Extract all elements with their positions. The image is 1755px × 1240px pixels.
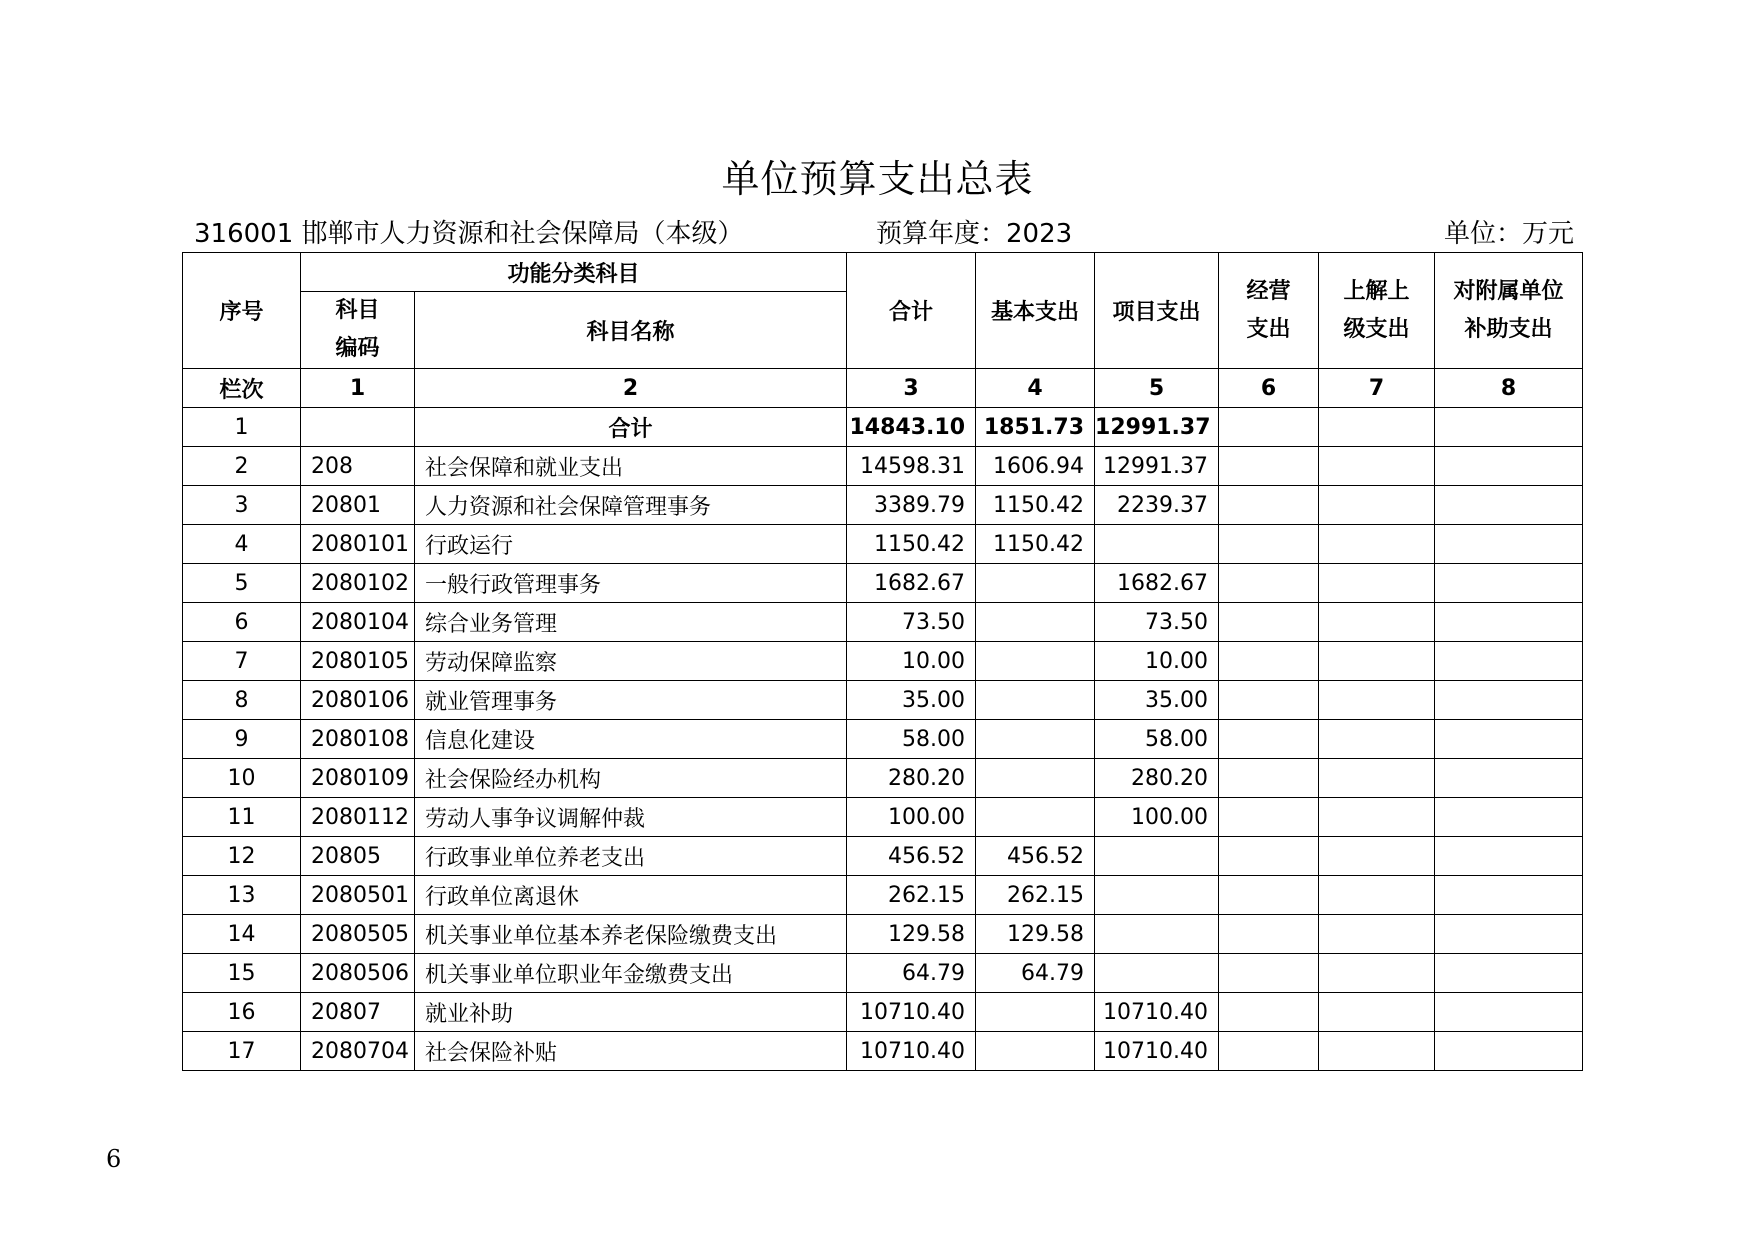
cell-code: 2080506 [301,954,415,993]
document-title: 单位预算支出总表 [721,157,1034,201]
cell-basic: 1606.94 [976,447,1095,486]
cell-basic: 64.79 [976,954,1095,993]
table-row [183,759,1583,798]
cell-remit [1319,486,1435,525]
cell-seq: 4 [183,525,301,564]
table-row [183,915,1583,954]
cell-name: 一般行政管理事务 [415,564,847,603]
budget-expenditure-table [182,252,1583,1071]
cell-basic: 1150.42 [976,525,1095,564]
cell-total: 10.00 [847,642,976,681]
cell-project: 1682.67 [1095,564,1219,603]
cell-seq: 9 [183,720,301,759]
cell-name: 社会保险经办机构 [415,759,847,798]
cell-remit [1319,525,1435,564]
cell-subsidy [1435,876,1583,915]
cell-project: 100.00 [1095,798,1219,837]
cell-subsidy [1435,837,1583,876]
table-row [183,954,1583,993]
cell-total: 14843.10 [847,408,976,447]
cell-subsidy [1435,681,1583,720]
table-row [183,564,1583,603]
header-subsidy: 对附属单位补助支出 [1435,253,1583,369]
cell-operating [1219,408,1319,447]
cell-subsidy [1435,954,1583,993]
cell-name: 劳动人事争议调解仲裁 [415,798,847,837]
cell-seq: 6 [183,603,301,642]
cell-seq: 14 [183,915,301,954]
cell-basic [976,1032,1095,1071]
cell-seq: 1 [183,408,301,447]
table-row [183,447,1583,486]
cell-subsidy [1435,486,1583,525]
cell-project: 58.00 [1095,720,1219,759]
cell-operating [1219,1032,1319,1071]
cell-total: 10710.40 [847,993,976,1032]
cell-project [1095,954,1219,993]
cell-name: 行政运行 [415,525,847,564]
cell-seq: 5 [183,564,301,603]
cell-seq: 16 [183,993,301,1032]
cell-name: 行政单位离退休 [415,876,847,915]
cell-basic: 456.52 [976,837,1095,876]
cell-operating [1219,486,1319,525]
cell-total: 3389.79 [847,486,976,525]
cell-name: 人力资源和社会保障管理事务 [415,486,847,525]
cell-total: 262.15 [847,876,976,915]
table-row [183,798,1583,837]
cell-seq: 10 [183,759,301,798]
cell-project: 35.00 [1095,681,1219,720]
cell-code [301,408,415,447]
cell-code: 20807 [301,993,415,1032]
cell-subsidy [1435,720,1583,759]
cell-total: 73.50 [847,603,976,642]
cell-operating [1219,993,1319,1032]
cell-operating [1219,642,1319,681]
cell-total: 35.00 [847,681,976,720]
cell-subsidy [1435,1032,1583,1071]
cell-code: 2080102 [301,564,415,603]
cell-remit [1319,876,1435,915]
cell-seq: 3 [183,486,301,525]
cell-seq: 15 [183,954,301,993]
cell-total: 1682.67 [847,564,976,603]
header-code: 科目编码 [301,292,415,369]
cell-operating [1219,564,1319,603]
cell-seq: 7 [183,642,301,681]
cell-code: 2080109 [301,759,415,798]
header-basic: 基本支出 [976,253,1095,369]
budget-year-label: 预算年度：2023 [876,219,1073,249]
cell-basic: 1150.42 [976,486,1095,525]
table-row [183,642,1583,681]
cell-total: 10710.40 [847,1032,976,1071]
table-row [183,486,1583,525]
cell-basic: 1851.73 [976,408,1095,447]
cell-name: 合计 [415,408,847,447]
table-header [183,253,1583,408]
cell-subsidy [1435,603,1583,642]
cell-code: 2080501 [301,876,415,915]
cell-remit [1319,993,1435,1032]
cell-basic [976,993,1095,1032]
cell-operating [1219,681,1319,720]
table-row [183,837,1583,876]
header-name: 科目名称 [415,292,847,369]
cell-subsidy [1435,525,1583,564]
cell-code: 2080704 [301,1032,415,1071]
cell-operating [1219,954,1319,993]
cell-basic [976,798,1095,837]
cell-remit [1319,681,1435,720]
column-index: 3 [847,369,976,408]
cell-project: 73.50 [1095,603,1219,642]
cell-code: 208 [301,447,415,486]
total-row [183,408,1583,447]
cell-name: 机关事业单位基本养老保险缴费支出 [415,915,847,954]
cell-basic [976,642,1095,681]
table-row [183,993,1583,1032]
cell-seq: 17 [183,1032,301,1071]
cell-subsidy [1435,915,1583,954]
table-row [183,720,1583,759]
cell-project: 280.20 [1095,759,1219,798]
cell-project: 12991.37 [1095,447,1219,486]
cell-name: 信息化建设 [415,720,847,759]
cell-operating [1219,798,1319,837]
cell-code: 2080105 [301,642,415,681]
cell-remit [1319,642,1435,681]
cell-subsidy [1435,447,1583,486]
cell-operating [1219,759,1319,798]
cell-basic [976,759,1095,798]
column-index: 1 [301,369,415,408]
cell-operating [1219,525,1319,564]
cell-project [1095,837,1219,876]
table-row [183,681,1583,720]
column-index: 2 [415,369,847,408]
cell-operating [1219,837,1319,876]
cell-seq: 13 [183,876,301,915]
cell-subsidy [1435,993,1583,1032]
cell-project [1095,915,1219,954]
cell-remit [1319,564,1435,603]
cell-code: 2080505 [301,915,415,954]
column-index: 4 [976,369,1095,408]
cell-operating [1219,720,1319,759]
cell-name: 就业管理事务 [415,681,847,720]
cell-basic [976,603,1095,642]
cell-basic: 129.58 [976,915,1095,954]
cell-remit [1319,447,1435,486]
cell-total: 1150.42 [847,525,976,564]
table-body [183,408,1583,1071]
column-index: 5 [1095,369,1219,408]
cell-code: 20801 [301,486,415,525]
cell-subsidy [1435,798,1583,837]
unit-label: 单位：万元 [1444,219,1575,249]
cell-basic [976,681,1095,720]
cell-code: 2080112 [301,798,415,837]
header-project: 项目支出 [1095,253,1219,369]
cell-code: 2080104 [301,603,415,642]
column-index: 6 [1219,369,1319,408]
header-remit: 上解上级支出 [1319,253,1435,369]
cell-project [1095,876,1219,915]
cell-project [1095,525,1219,564]
page-number: 6 [106,1145,122,1173]
cell-operating [1219,876,1319,915]
cell-basic: 262.15 [976,876,1095,915]
cell-project: 12991.37 [1095,408,1219,447]
cell-total: 280.20 [847,759,976,798]
cell-name: 就业补助 [415,993,847,1032]
cell-subsidy [1435,642,1583,681]
cell-total: 64.79 [847,954,976,993]
cell-remit [1319,720,1435,759]
table-row [183,1032,1583,1071]
table-row [183,525,1583,564]
cell-subsidy [1435,759,1583,798]
header-total: 合计 [847,253,976,369]
cell-name: 综合业务管理 [415,603,847,642]
table-row [183,603,1583,642]
cell-seq: 11 [183,798,301,837]
cell-project: 10710.40 [1095,993,1219,1032]
cell-remit [1319,603,1435,642]
cell-remit [1319,1032,1435,1071]
column-index: 8 [1435,369,1583,408]
cell-subsidy [1435,408,1583,447]
cell-project: 2239.37 [1095,486,1219,525]
organization-label: 316001 邯郸市人力资源和社会保障局（本级） [194,219,744,249]
cell-total: 14598.31 [847,447,976,486]
cell-total: 100.00 [847,798,976,837]
cell-total: 58.00 [847,720,976,759]
cell-remit [1319,759,1435,798]
cell-operating [1219,603,1319,642]
header-seq: 序号 [183,253,301,369]
column-index-label: 栏次 [183,369,301,408]
cell-operating [1219,915,1319,954]
cell-remit [1319,915,1435,954]
cell-project: 10.00 [1095,642,1219,681]
cell-seq: 8 [183,681,301,720]
cell-code: 2080101 [301,525,415,564]
cell-name: 社会保险补贴 [415,1032,847,1071]
cell-seq: 12 [183,837,301,876]
cell-basic [976,720,1095,759]
cell-code: 2080106 [301,681,415,720]
cell-code: 2080108 [301,720,415,759]
cell-subsidy [1435,564,1583,603]
header-operating: 经营支出 [1219,253,1319,369]
cell-remit [1319,954,1435,993]
cell-remit [1319,408,1435,447]
column-index-row [183,369,1583,408]
cell-total: 456.52 [847,837,976,876]
cell-remit [1319,798,1435,837]
column-index: 7 [1319,369,1435,408]
cell-name: 机关事业单位职业年金缴费支出 [415,954,847,993]
cell-name: 行政事业单位养老支出 [415,837,847,876]
table-row [183,876,1583,915]
cell-project: 10710.40 [1095,1032,1219,1071]
cell-total: 129.58 [847,915,976,954]
cell-name: 劳动保障监察 [415,642,847,681]
cell-name: 社会保障和就业支出 [415,447,847,486]
cell-operating [1219,447,1319,486]
header-func-group: 功能分类科目 [301,253,847,292]
cell-seq: 2 [183,447,301,486]
cell-remit [1319,837,1435,876]
cell-basic [976,564,1095,603]
cell-code: 20805 [301,837,415,876]
